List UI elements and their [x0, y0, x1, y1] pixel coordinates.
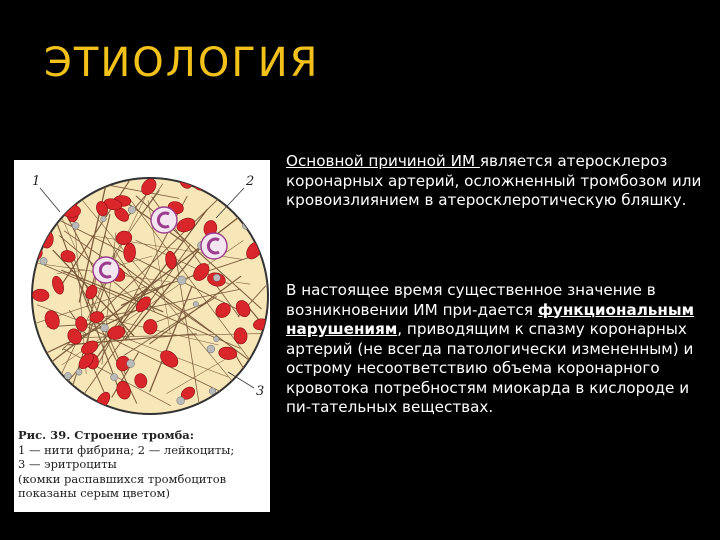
label-2: 2 [246, 174, 255, 189]
platelet-clump [76, 369, 82, 375]
slide-title: ЭТИОЛОГИЯ [44, 40, 320, 86]
platelet-clump [177, 397, 185, 405]
caption-line-4: показаны серым цветом) [18, 486, 170, 500]
main-cause-lead: Основной причиной ИМ [286, 152, 480, 170]
platelet-clump [213, 274, 220, 281]
caption-line-2: 3 — эритроциты [18, 457, 117, 471]
title-bar [0, 0, 720, 113]
figure-caption [18, 428, 268, 501]
leukocyte-cell [201, 233, 227, 259]
erythrocyte-cell [253, 174, 268, 188]
platelet-clump [101, 216, 107, 222]
functional-text: , приводящим к спазму коронарных артерий (не всегда патологически измененным) и острому несоответствию объема коронарного кровотока потребностям миокарда в кислороде и пи-тательных веществах. [286, 320, 694, 416]
functional-intro: В настоящее время существенное значение в возникновении ИМ при-дается [286, 281, 656, 319]
thrombus-illustration [14, 160, 270, 422]
erythrocyte-cell [210, 402, 224, 419]
caption-line-1: 1 — нити фибрина; 2 — лейкоциты; [18, 442, 235, 457]
leukocyte-cell [93, 257, 119, 283]
erythrocyte-cell [259, 175, 270, 191]
caption-line-3: (комки распавшихся тромбоцитов [18, 471, 227, 486]
label-1: 1 [32, 174, 41, 189]
erythrocyte-cell [62, 205, 81, 218]
paragraph-functional [286, 281, 706, 418]
platelet-clump [101, 324, 109, 332]
label-3: 3 [256, 384, 265, 399]
platelet-clump [40, 257, 47, 264]
platelet-clump [207, 345, 215, 353]
erythrocyte-cell [59, 398, 76, 414]
platelet-clump [193, 301, 198, 306]
main-cause-text: является атеросклероз коронарных артерий, осложненный тромбозом или кровоизлиянием в атеросклеротическую бляшку. [286, 152, 702, 209]
platelet-clump [209, 388, 216, 395]
platelet-clump [128, 206, 135, 213]
caption-title: Рис. 39. Строение тромба: [18, 428, 194, 442]
platelet-clump [111, 374, 118, 381]
platelet-clump [214, 336, 219, 341]
functional-emphasis: функциональным нарушениям [286, 300, 695, 338]
erythrocyte-cell [27, 200, 47, 220]
platelet-clump [178, 276, 187, 285]
platelet-clump [127, 360, 135, 368]
thrombus-figure [14, 160, 270, 512]
leukocyte-cell [151, 207, 177, 233]
paragraph-main-cause [286, 152, 706, 211]
erythrocyte-cell [243, 192, 262, 208]
platelet-clump [72, 222, 79, 229]
